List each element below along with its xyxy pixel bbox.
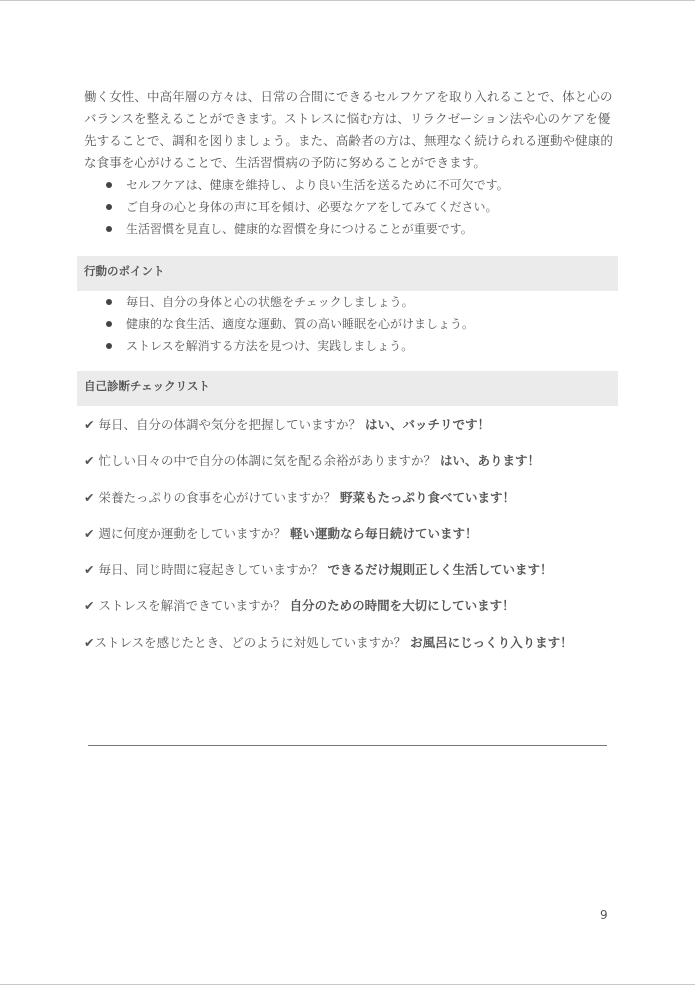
checklist-item	[84, 632, 614, 668]
checkmark-icon: ✔	[84, 634, 95, 650]
section-heading-checklist: 自己診断チェックリスト	[77, 371, 618, 406]
checklist-question: 忙しい日々の中で自分の体調に気を配る余裕がありますか？	[98, 453, 440, 469]
checklist-answer: お風呂にじっくり入ります！	[410, 634, 573, 650]
list-item-text: 生活習慣を見直し、健康的な習慣を身につけることが重要です。	[126, 222, 473, 236]
checklist-question: 毎日、同じ時間に寝起きしていますか？	[98, 562, 328, 578]
checklist-item	[84, 595, 614, 631]
page-top-border	[0, 0, 695, 1]
self-check-list	[84, 414, 614, 668]
list-item-text: セルフケアは、健康を維持し、より良い生活を送るために不可欠です。	[126, 178, 509, 192]
checklist-answer: できるだけ規則正しく生活しています！	[327, 562, 553, 578]
checklist-answer: はい、バッチリです！	[364, 417, 490, 432]
bullet-icon	[106, 182, 112, 188]
action-points-list	[84, 291, 614, 357]
checklist-answer: 野菜もたっぷり食べています！	[339, 489, 515, 505]
section-heading-action-points: 行動のポイント	[77, 256, 618, 291]
checklist-question: ストレスを解消できていますか？	[98, 598, 290, 614]
checkmark-icon: ✔	[84, 598, 99, 614]
checklist-question: 週に何度か運動をしていますか？	[98, 525, 290, 541]
list-item	[84, 174, 614, 196]
list-item	[84, 335, 614, 357]
checklist-question: 栄養たっぷりの食事を心がけていますか？	[98, 489, 340, 505]
checklist-item	[84, 487, 614, 523]
page-bottom-border	[0, 984, 695, 985]
checklist-item	[84, 450, 614, 486]
list-item-text: ストレスを解消する方法を見つけ、実践しましょう。	[126, 339, 414, 353]
checklist-answer: 自分のための時間を大切にしています！	[289, 598, 515, 614]
list-item	[84, 313, 614, 335]
list-item	[84, 218, 614, 240]
intro-paragraph: 働く女性、中高年層の方々は、日常の合間にできるセルフケアを取り入れることで、体と心のバランスを整えることができます。ストレスに悩む方は、リラクゼーション法や心のケアを優先することで、調和を図りましょう。また、高齢者の方は、無理なく続けられる運動や健康的な食事を心がけることで、生活習慣病の予防に努めることができます。	[84, 89, 613, 170]
list-item-text: 毎日、自分の身体と心の状態をチェックしましょう。	[126, 295, 414, 309]
checkmark-icon: ✔	[84, 417, 99, 432]
bullet-icon	[106, 321, 112, 327]
checklist-item	[84, 414, 614, 450]
intro-bullet-list	[84, 174, 614, 240]
checkmark-icon: ✔	[84, 453, 99, 469]
page-content	[84, 86, 614, 668]
checklist-answer: 軽い運動なら毎日続けています！	[289, 525, 478, 541]
bullet-icon	[106, 299, 112, 305]
checklist-item	[84, 523, 614, 559]
list-item	[84, 291, 614, 313]
footer-divider	[88, 745, 607, 746]
checkmark-icon: ✔	[84, 489, 99, 505]
checklist-question: 毎日、自分の体調や気分を把握していますか？	[98, 417, 365, 432]
checklist-question: ストレスを感じたとき、どのように対処していますか？	[94, 634, 411, 650]
checklist-answer: はい、あります！	[439, 453, 540, 469]
list-item-text: 健康的な食生活、適度な運動、質の高い睡眠を心がけましょう。	[126, 317, 475, 331]
checkmark-icon: ✔	[84, 525, 99, 541]
list-item-text: ご自身の心と身体の声に耳を傾け、必要なケアをしてみてください。	[126, 200, 498, 214]
checkmark-icon: ✔	[84, 562, 99, 578]
checklist-item	[84, 559, 614, 595]
page-number: 9	[600, 908, 608, 922]
bullet-icon	[106, 343, 112, 349]
list-item	[84, 196, 614, 218]
bullet-icon	[106, 226, 112, 232]
bullet-icon	[106, 204, 112, 210]
